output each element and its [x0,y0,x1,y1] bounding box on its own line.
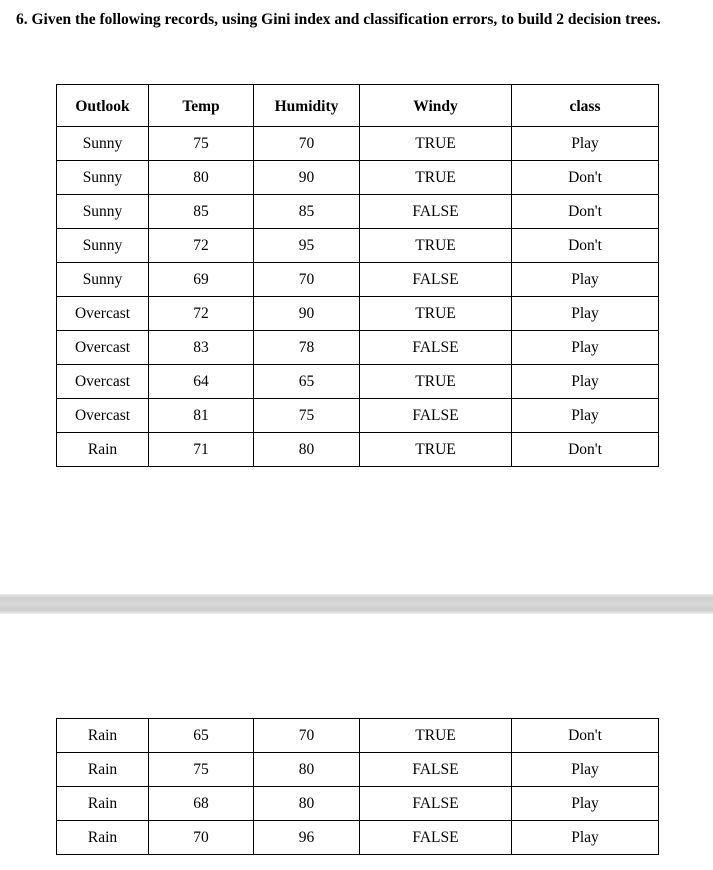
cell-temp: 68 [149,787,254,821]
table-row [57,433,659,467]
table-row [57,719,659,753]
cell-class: Don't [512,433,659,467]
cell-temp: 72 [149,229,254,263]
header-class: class [512,85,659,127]
cell-humidity: 80 [254,433,360,467]
cell-windy: TRUE [360,365,512,399]
cell-temp: 80 [149,161,254,195]
question-text: 6. Given the following records, using Gini index and classification errors, to build 2 decision trees. [16,11,661,28]
cell-windy: FALSE [360,753,512,787]
cell-humidity: 75 [254,399,360,433]
cell-temp: 69 [149,263,254,297]
cell-outlook: Overcast [57,399,149,433]
cell-temp: 83 [149,331,254,365]
table-header-row [57,85,659,127]
cell-outlook: Sunny [57,127,149,161]
cell-class: Play [512,787,659,821]
cell-windy: TRUE [360,161,512,195]
page-separator [0,594,713,614]
cell-class: Don't [512,229,659,263]
cell-windy: FALSE [360,787,512,821]
cell-temp: 70 [149,821,254,855]
cell-class: Play [512,365,659,399]
cell-outlook: Sunny [57,195,149,229]
cell-class: Play [512,297,659,331]
cell-windy: TRUE [360,127,512,161]
cell-humidity: 70 [254,127,360,161]
cell-class: Play [512,127,659,161]
table-row [57,365,659,399]
cell-temp: 75 [149,127,254,161]
header-humidity: Humidity [254,85,360,127]
table-row [57,821,659,855]
cell-outlook: Sunny [57,263,149,297]
cell-humidity: 78 [254,331,360,365]
cell-windy: FALSE [360,399,512,433]
cell-outlook: Sunny [57,229,149,263]
cell-outlook: Overcast [57,297,149,331]
cell-humidity: 70 [254,719,360,753]
cell-humidity: 80 [254,753,360,787]
cell-humidity: 65 [254,365,360,399]
cell-outlook: Overcast [57,331,149,365]
table-row [57,399,659,433]
cell-windy: FALSE [360,263,512,297]
header-windy: Windy [360,85,512,127]
cell-class: Play [512,263,659,297]
cell-outlook: Overcast [57,365,149,399]
cell-outlook: Rain [57,787,149,821]
cell-temp: 64 [149,365,254,399]
table-row [57,195,659,229]
cell-class: Don't [512,719,659,753]
table-row [57,331,659,365]
cell-temp: 71 [149,433,254,467]
cell-humidity: 90 [254,297,360,331]
cell-class: Play [512,399,659,433]
table-row [57,297,659,331]
cell-temp: 85 [149,195,254,229]
cell-temp: 75 [149,753,254,787]
cell-outlook: Rain [57,719,149,753]
cell-class: Play [512,821,659,855]
cell-temp: 81 [149,399,254,433]
cell-humidity: 96 [254,821,360,855]
table-row [57,229,659,263]
document-page-2 [0,614,713,870]
records-table [56,84,659,467]
cell-class: Don't [512,161,659,195]
cell-windy: TRUE [360,297,512,331]
cell-temp: 65 [149,719,254,753]
records-table-continued-body [57,719,659,855]
cell-humidity: 85 [254,195,360,229]
table-row [57,127,659,161]
table-row [57,787,659,821]
cell-humidity: 80 [254,787,360,821]
cell-humidity: 95 [254,229,360,263]
cell-windy: FALSE [360,195,512,229]
cell-temp: 72 [149,297,254,331]
table-row [57,161,659,195]
cell-outlook: Rain [57,821,149,855]
cell-windy: FALSE [360,821,512,855]
cell-class: Don't [512,195,659,229]
cell-outlook: Rain [57,753,149,787]
cell-class: Play [512,753,659,787]
cell-windy: FALSE [360,331,512,365]
cell-humidity: 70 [254,263,360,297]
cell-class: Play [512,331,659,365]
records-table-body [57,127,659,467]
table-row [57,753,659,787]
cell-windy: TRUE [360,719,512,753]
header-temp: Temp [149,85,254,127]
header-outlook: Outlook [57,85,149,127]
table-row [57,263,659,297]
cell-humidity: 90 [254,161,360,195]
records-table-continued [56,718,659,855]
cell-windy: TRUE [360,229,512,263]
cell-windy: TRUE [360,433,512,467]
cell-outlook: Sunny [57,161,149,195]
cell-outlook: Rain [57,433,149,467]
